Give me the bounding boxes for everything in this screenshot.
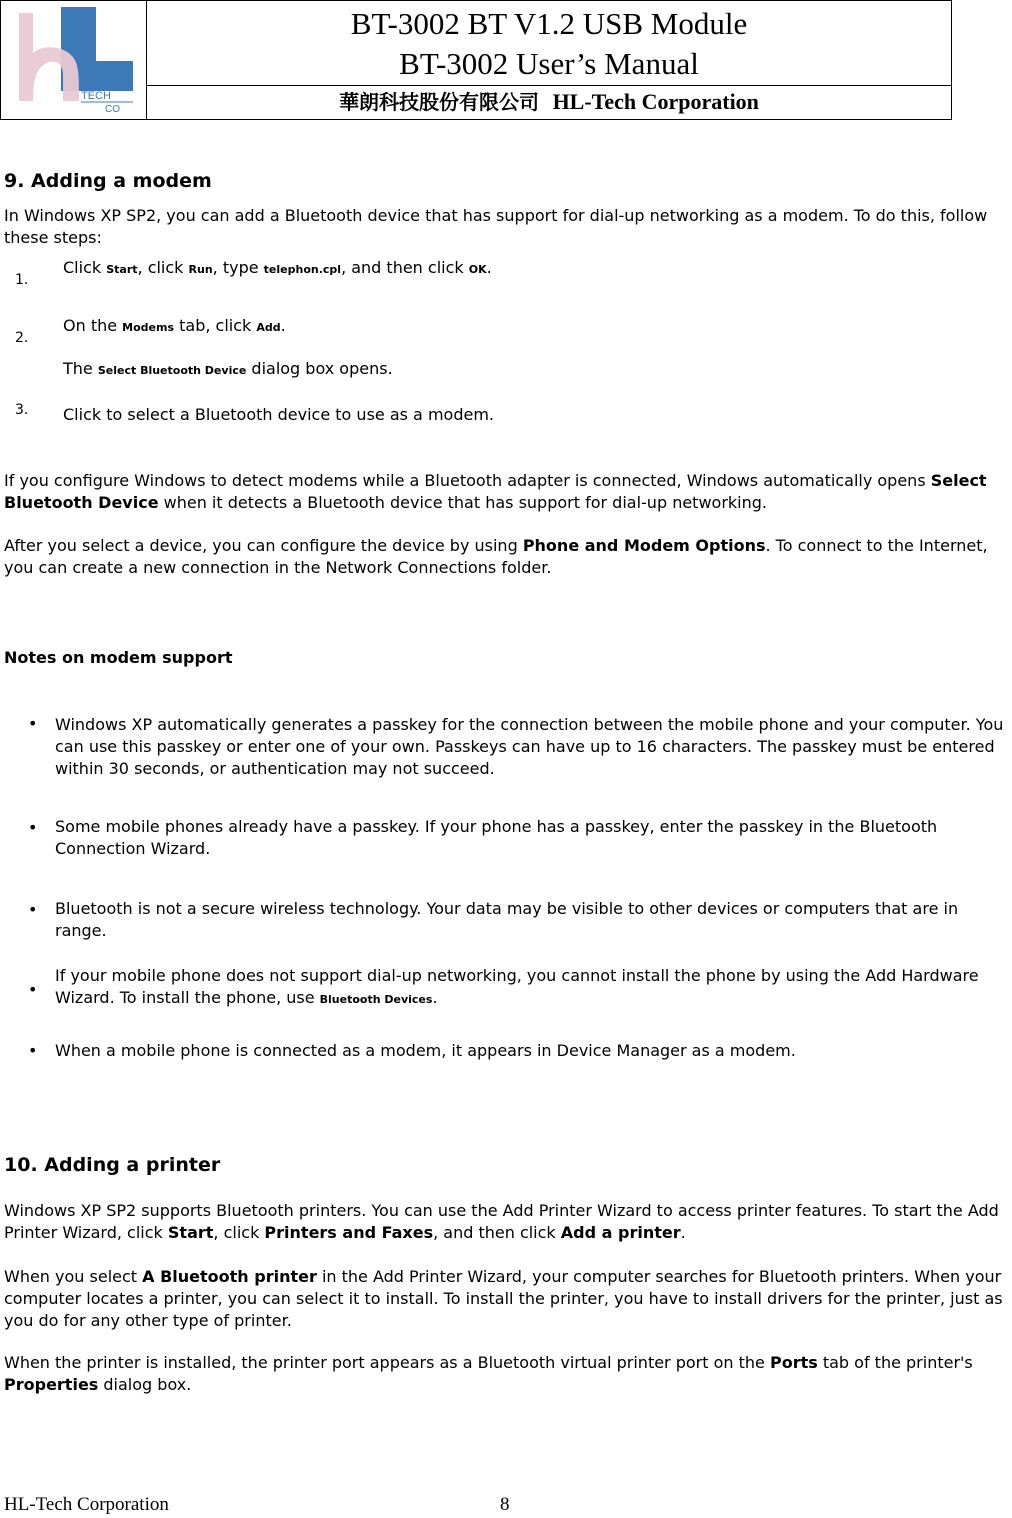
note-3: Bluetooth is not a secure wireless technology. Your data may be visible to other devices or computers that are in range. <box>55 899 959 940</box>
bullet-icon: • <box>28 900 38 919</box>
ui-term: OK <box>468 263 487 276</box>
paragraph-text: tab of the printer's <box>817 1353 973 1372</box>
bold-term: Select Bluetooth Device <box>4 471 987 512</box>
section-10-paragraph-1 <box>4 1200 1010 1244</box>
ui-term: telephon.cpl <box>263 263 342 276</box>
step-number: 2. <box>15 330 29 346</box>
paragraph-text: dialog box. <box>98 1375 192 1394</box>
title-line-2: BT-3002 User’s Manual <box>399 46 699 81</box>
paragraph-text: , click <box>213 1223 265 1242</box>
paragraph-text: , and then click <box>433 1223 561 1242</box>
bullet-icon: • <box>28 818 38 837</box>
bold-term: Properties <box>4 1375 99 1394</box>
company-name <box>147 87 951 119</box>
paragraph-text: . <box>680 1223 686 1242</box>
step-text: . <box>486 258 492 277</box>
step-text: The <box>63 359 98 378</box>
paragraph-text: Windows XP SP2 supports Bluetooth printers. You can use the Add Printer Wizard to access printer features. To start the Add Printer Wizard, click <box>4 1201 999 1242</box>
note-text: If your mobile phone does not support dial-up networking, you cannot install the phone by using the Add Hardware Wizard. To install the phone, use <box>55 966 979 1007</box>
section-9-title: 9. Adding a modem <box>4 170 212 192</box>
hl-tech-logo <box>1 1 146 119</box>
ui-term: Modems <box>122 321 175 334</box>
note-4 <box>55 965 1005 1011</box>
page-number: 8 <box>500 1494 510 1515</box>
bold-term: Phone and Modem Options <box>522 536 766 555</box>
manual-title <box>147 1 951 86</box>
paragraph-text: When you select <box>4 1267 143 1286</box>
ui-term: Run <box>188 263 213 276</box>
ui-term: Add <box>256 321 281 334</box>
bullet-icon: • <box>28 714 38 733</box>
note-5: When a mobile phone is connected as a modem, it appears in Device Manager as a modem. <box>55 1041 796 1060</box>
paragraph-text: . To connect to the Internet, you can create a new connection in the Network Connections folder. <box>4 536 988 577</box>
section-10-paragraph-2 <box>4 1266 1010 1332</box>
step-2 <box>63 316 286 335</box>
footer-company: HL-Tech Corporation <box>4 1494 169 1515</box>
notes-title: Notes on modem support <box>4 648 233 667</box>
bold-term: A Bluetooth printer <box>142 1267 317 1286</box>
section-9-intro: In Windows XP SP2, you can add a Bluetooth device that has support for dial-up networking as a modem. To do this, follow these steps: <box>4 206 988 247</box>
section-10-paragraph-3 <box>4 1352 1010 1396</box>
svg-text:CO: CO <box>105 104 120 115</box>
step-text: tab, click <box>174 316 257 335</box>
svg-text:TECH: TECH <box>81 90 111 102</box>
step-text: , click <box>137 258 189 277</box>
bold-term: Add a printer <box>560 1223 681 1242</box>
bullet-icon: • <box>28 980 38 999</box>
ui-term: Select Bluetooth Device <box>97 364 247 377</box>
note-text: . <box>432 988 438 1007</box>
paragraph-text: when it detects a Bluetooth device that has support for dial-up networking. <box>158 493 767 512</box>
bold-term: Start <box>167 1223 214 1242</box>
ui-term: Bluetooth Devices <box>319 993 433 1006</box>
bullet-icon: • <box>28 1041 38 1060</box>
section-10-title: 10. Adding a printer <box>4 1154 221 1176</box>
title-line-1: BT-3002 BT V1.2 USB Module <box>350 6 748 41</box>
company-name-en: HL-Tech Corporation <box>552 89 759 114</box>
logo-cell <box>1 1 147 119</box>
step-text: On the <box>63 316 123 335</box>
step-text: . <box>280 316 286 335</box>
company-name-cn: 華朗科技股份有限公司 <box>339 90 540 114</box>
section-9-paragraph-2 <box>4 535 1010 579</box>
step-text: , type <box>212 258 264 277</box>
step-number: 1. <box>15 272 29 288</box>
paragraph-text: When the printer is installed, the printer port appears as a Bluetooth virtual printer port on the <box>4 1353 770 1372</box>
step-text: dialog box opens. <box>246 359 393 378</box>
paragraph-text: in the Add Printer Wizard, your computer searches for Bluetooth printers. When your computer locates a printer, you can select it to install. To install the printer, you have to install drivers for the printer, just as you do for any other type of printer. <box>4 1267 1003 1330</box>
step-1 <box>63 258 492 277</box>
document-header <box>0 0 952 120</box>
paragraph-text: If you configure Windows to detect modems while a Bluetooth adapter is connected, Windows automatically opens <box>4 471 931 490</box>
step-2-result <box>63 359 393 378</box>
note-2: Some mobile phones already have a passkey. If your phone has a passkey, enter the passkey in the Bluetooth Connection Wizard. <box>55 817 938 858</box>
step-3: Click to select a Bluetooth device to use as a modem. <box>63 405 494 424</box>
ui-term: Start <box>106 263 138 276</box>
step-text: , and then click <box>341 258 469 277</box>
step-text: Click <box>63 258 107 277</box>
bold-term: Ports <box>769 1353 818 1372</box>
note-1: Windows XP automatically generates a passkey for the connection between the mobile phone and your computer. You can use this passkey or enter one of your own. Passkeys can have up to 16 characters. The passkey must be entered within 30 seconds, or authentication may not succeed. <box>55 715 1004 778</box>
section-9-paragraph-1 <box>4 470 1010 514</box>
bold-term: Printers and Faxes <box>264 1223 434 1242</box>
paragraph-text: After you select a device, you can configure the device by using <box>4 536 523 555</box>
step-number: 3. <box>15 402 29 418</box>
